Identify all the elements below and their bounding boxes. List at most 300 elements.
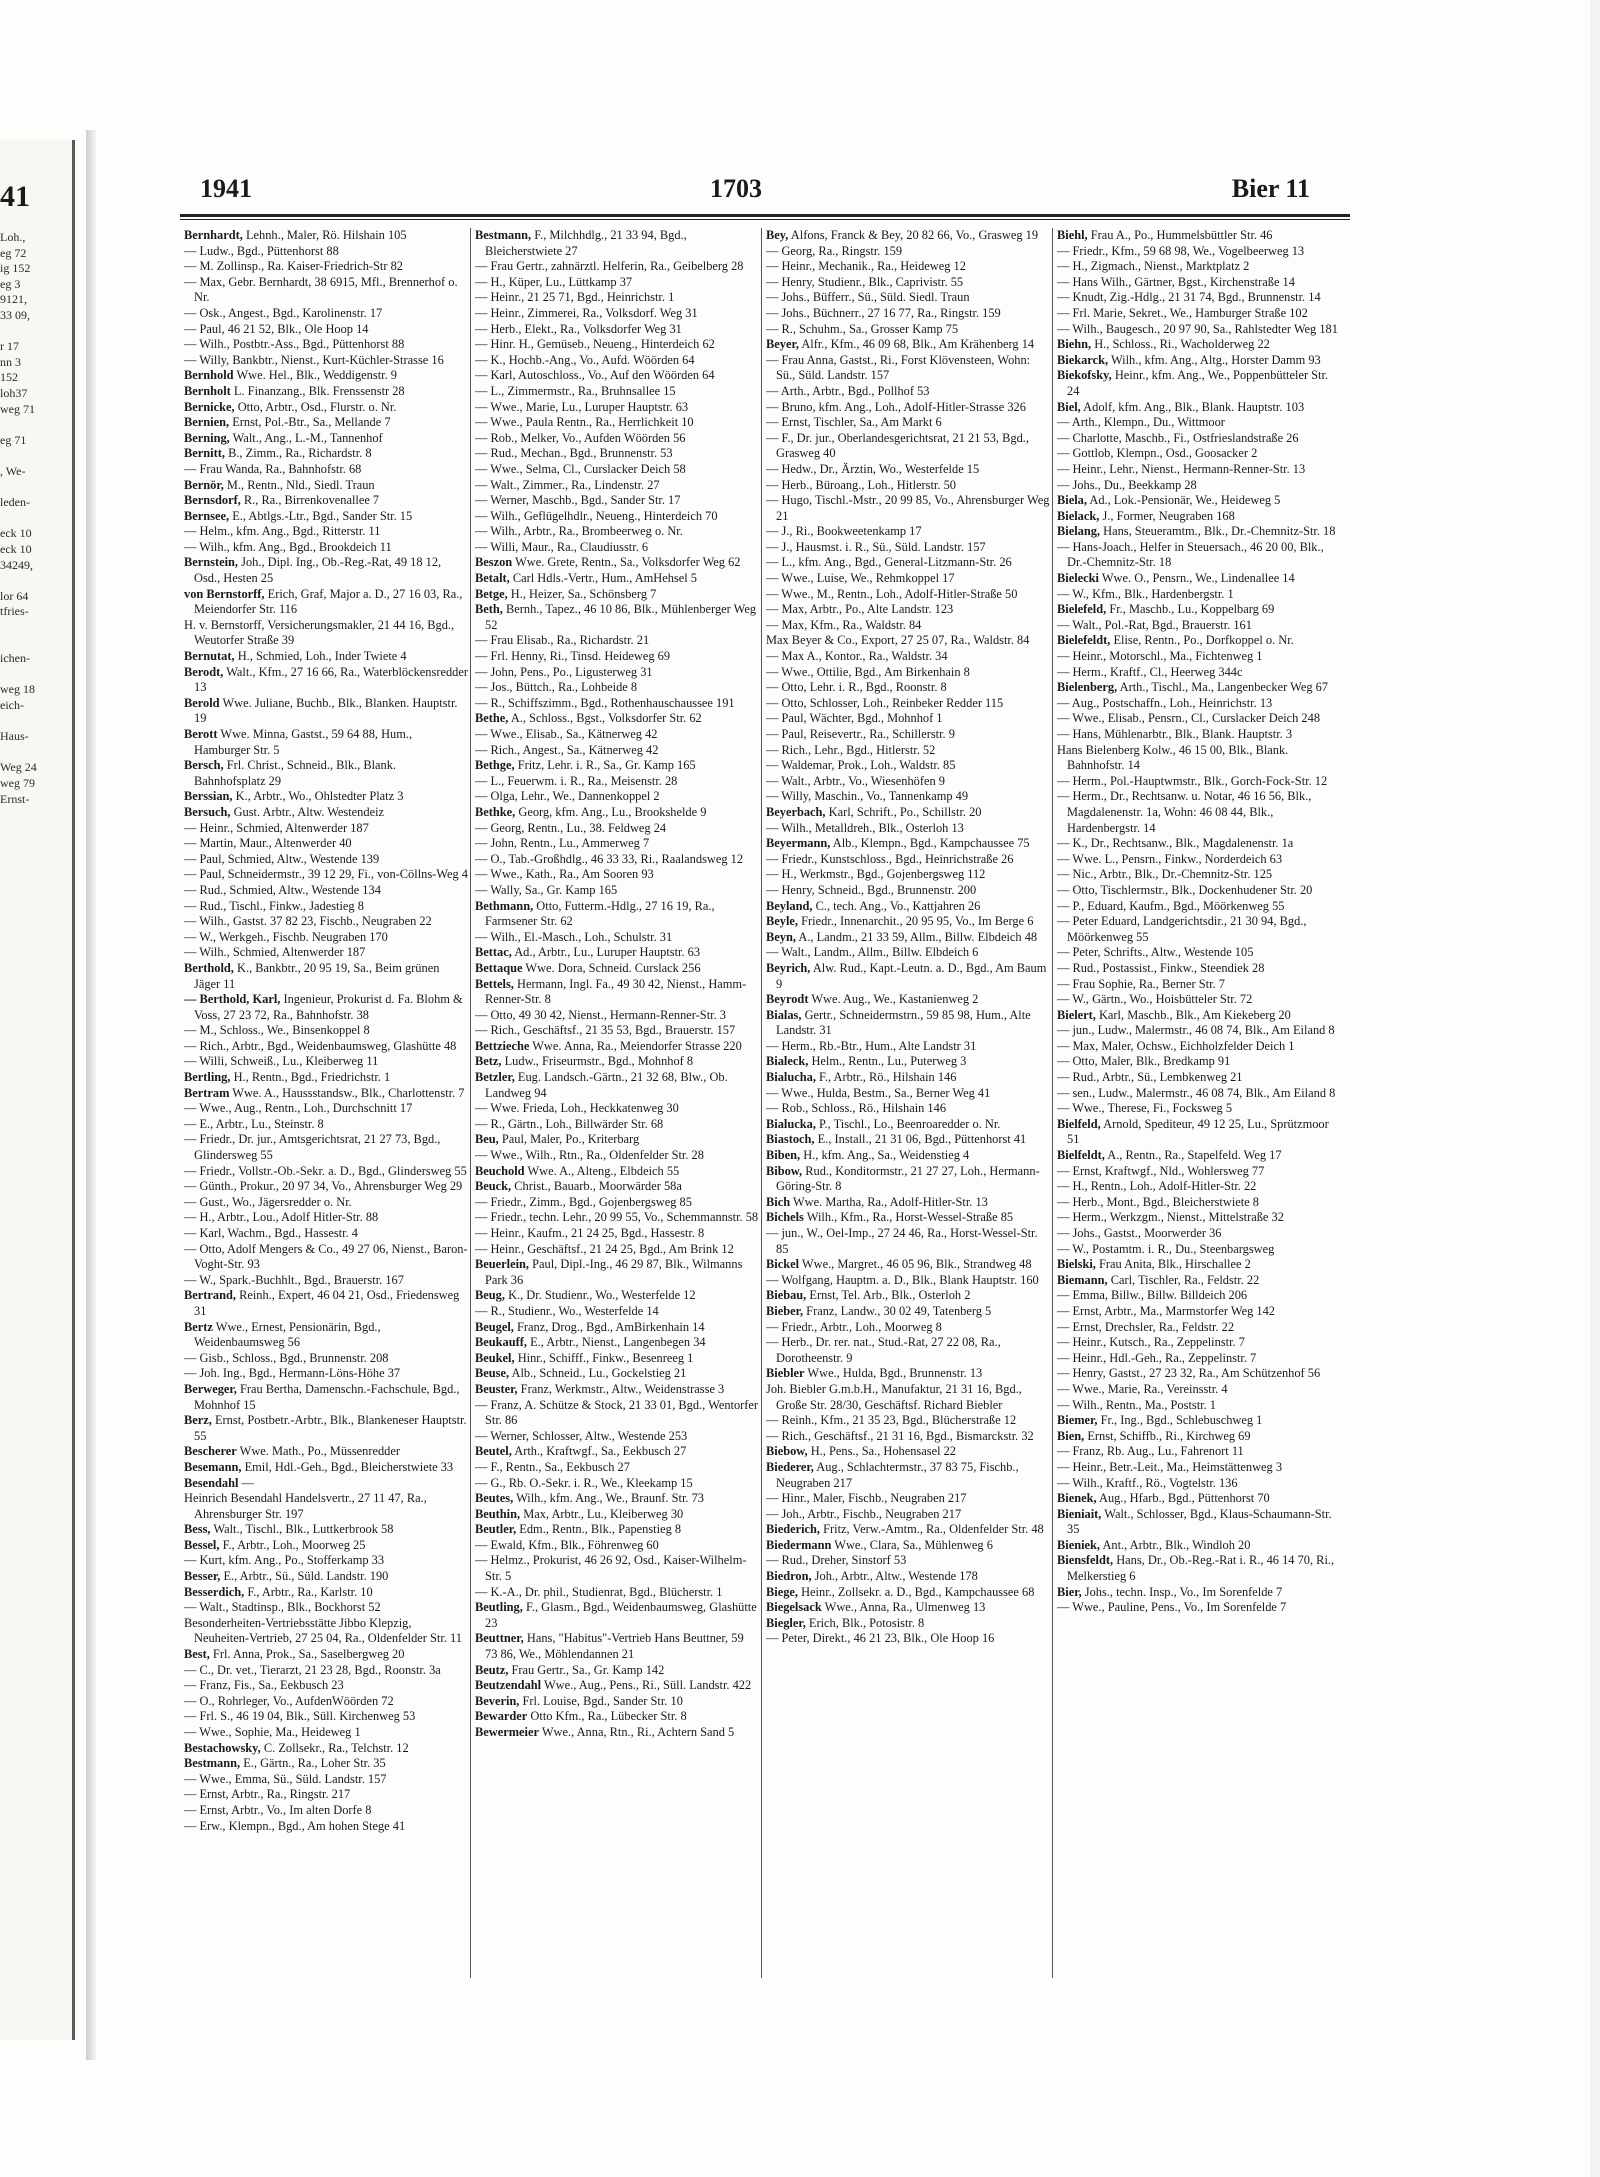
entry-surname: Beyer, (766, 337, 799, 352)
entry-details: Arth., Kraftwgf., Sa., Eekbusch 27 (514, 1444, 687, 1459)
entry-details: — Ernst, Arbtr., Ma., Marmstorfer Weg 142 (1057, 1303, 1275, 1318)
directory-entry (766, 930, 1050, 946)
directory-entry (1057, 1320, 1341, 1336)
directory-entry (475, 649, 759, 665)
directory-entry (184, 1351, 468, 1367)
entry-details: — Ernst, Arbtr., Vo., Im alten Dorfe 8 (184, 1802, 372, 1817)
entry-surname: Bielenberg, (1057, 680, 1118, 695)
entry-surname: Beyle, (766, 914, 798, 929)
entry-details: — Ernst, Kraftwgf., Nld., Wohlersweg 77 (1057, 1163, 1265, 1178)
entry-surname: Beutzendahl (475, 1678, 542, 1693)
directory-entry (475, 368, 759, 384)
page-edge (1590, 0, 1600, 2177)
entry-details: Wwe. Grete, Rentn., Sa., Volksdorfer Weg 62 (515, 555, 741, 570)
directory-entry (766, 555, 1050, 571)
directory-entry (475, 1631, 759, 1662)
entry-details: — Helm., kfm. Ang., Bgd., Ritterstr. 11 (184, 524, 381, 539)
directory-entry (184, 1101, 468, 1117)
entry-surname: — Berthold, Karl, (184, 992, 281, 1007)
directory-entry (1057, 462, 1341, 478)
directory-entry (184, 1382, 468, 1413)
directory-entry (1057, 259, 1341, 275)
directory-entry (1057, 275, 1341, 291)
entry-details: J., Former, Neugraben 168 (1102, 508, 1235, 523)
directory-entry (184, 930, 468, 946)
entry-details: Frl. Louise, Bgd., Sander Str. 10 (522, 1693, 683, 1708)
entry-details: — Gisb., Schloss., Bgd., Brunnenstr. 208 (184, 1350, 389, 1365)
directory-entry (766, 680, 1050, 696)
directory-entry (184, 1179, 468, 1195)
entry-details: — Herm., Kraftf., Cl., Heerweg 344c (1057, 664, 1243, 679)
entry-details: Wwe., Anna, Rtn., Ri., Achtern Sand 5 (541, 1725, 735, 1739)
directory-entry (1057, 400, 1341, 416)
directory-entry (766, 353, 1050, 384)
left-page-fragment-line: lor 64 (0, 588, 29, 603)
entry-details: Hans, Dr., Ob.-Reg.-Rat i. R., 46 14 70, Ri., Melkerstieg 6 (1067, 1553, 1335, 1584)
directory-entry (184, 337, 468, 353)
entry-details: F., Milchhdlg., 21 33 94, Bgd., Bleicherstwiete 27 (485, 228, 687, 258)
entry-details: — P., Eduard, Kaufm., Bgd., Möörkenweg 55 (1057, 898, 1285, 913)
entry-details: — Wilh., kfm. Ang., Bgd., Brookdeich 11 (184, 539, 392, 554)
directory-entry (1057, 727, 1341, 743)
entry-surname: Bestmann, (184, 1756, 241, 1771)
entry-surname: Biel, (1057, 399, 1081, 414)
directory-entry (766, 540, 1050, 556)
entry-details: — O., Rohrleger, Vo., AufdenWöörden 72 (184, 1693, 394, 1708)
directory-entry (766, 774, 1050, 790)
entry-details: — Wolfgang, Hauptm. a. D., Blk., Blank Hauptstr. 160 (766, 1272, 1039, 1287)
directory-entry (475, 493, 759, 509)
entry-surname: Beutz, (475, 1662, 509, 1677)
directory-entry (1057, 1164, 1341, 1180)
entry-details: E., Arbtr., Sü., Süld. Landstr. 190 (223, 1569, 389, 1584)
entry-surname: Beutel, (475, 1444, 512, 1459)
entry-details: Frau Anita, Blk., Hirschallee 2 (1099, 1257, 1251, 1272)
entry-details: — Emma, Billw., Billw. Billdeich 206 (1057, 1288, 1248, 1303)
directory-entry (766, 1585, 1050, 1601)
directory-entry (184, 368, 468, 384)
entry-surname: Beugel, (475, 1319, 514, 1334)
entry-details: — Otto, Schlosser, Loh., Reinbeker Redder 115 (766, 695, 1004, 710)
entry-surname: Bettac, (475, 945, 512, 960)
entry-details: — Ludw., Bgd., Püttenhorst 88 (184, 243, 339, 258)
entry-surname: Biekofsky, (1057, 368, 1112, 383)
entry-details: Ad., Arbtr., Lu., Luruper Hauptstr. 63 (514, 945, 701, 960)
entry-details: — Hugo, Tischl.-Mstr., 20 99 85, Vo., Ahrensburger Weg 21 (766, 493, 1050, 523)
entry-details: — Olga, Lehr., We., Dannenkoppel 2 (475, 789, 660, 804)
entry-details: — Wwe., Paula Rentn., Ra., Herrlichkeit 10 (475, 415, 694, 430)
entry-surname: Beukauff, (475, 1335, 527, 1350)
directory-entry (475, 1476, 759, 1492)
entry-details: Emil, Hdl.-Geh., Bgd., Bleicherstwiete 33 (244, 1459, 454, 1474)
entry-details: Hermann, Ingl. Fa., 49 30 42, Nienst., Hamm-Renner-Str. 8 (485, 976, 747, 1007)
directory-entry (184, 1803, 468, 1819)
entry-details: — E., Arbtr., Lu., Steinstr. 8 (184, 1116, 324, 1131)
entry-surname: Besemann, (184, 1459, 242, 1474)
entry-details: — Wwe., Therese, Fi., Focksweg 5 (1057, 1101, 1233, 1116)
header-year: 1941 (200, 174, 252, 203)
column-divider (761, 228, 762, 1978)
entry-details: — Wwe., Luise, We., Rehmkoppel 17 (766, 571, 955, 586)
entry-surname: Beverin, (475, 1693, 520, 1708)
directory-entry (475, 384, 759, 400)
directory-entry (184, 275, 468, 306)
directory-entry (475, 1366, 759, 1382)
directory-entry (766, 1553, 1050, 1569)
entry-details: — Wilh., Schmied, Altenwerder 187 (184, 945, 366, 960)
directory-entry (184, 945, 468, 961)
entry-details: — Willi, Schweiß., Lu., Kleiberweg 11 (184, 1054, 379, 1069)
entry-details: — Rud., Mechan., Bgd., Brunnenstr. 53 (475, 446, 673, 461)
entry-details: — Bruno, kfm. Ang., Loh., Adolf-Hitler-Strasse 326 (766, 399, 1026, 414)
directory-entry (766, 1631, 1050, 1647)
entry-details: — H., Arbtr., Lou., Adolf Hitler-Str. 88 (184, 1210, 379, 1225)
directory-entry (184, 1600, 468, 1616)
directory-entry (184, 1522, 468, 1538)
entry-details: Erich, Blk., Potosistr. 8 (808, 1615, 925, 1630)
entry-surname: Betzler, (475, 1070, 515, 1085)
left-page-fragment-line: nn 3 (0, 354, 21, 369)
entry-surname: Beuthin, (475, 1506, 521, 1521)
entry-details: — Wwe., Kath., Ra., Am Sooren 93 (475, 867, 654, 882)
directory-entry (766, 587, 1050, 603)
entry-details: — Hans Wilh., Gärtner, Bgst., Kirchenstraße 14 (1057, 274, 1295, 289)
directory-entry (475, 462, 759, 478)
directory-entry (475, 1101, 759, 1117)
left-page-fragment-line: eck 10 (0, 542, 32, 556)
entry-details: E., Gärtn., Ra., Loher Str. 35 (243, 1756, 386, 1771)
entry-surname: Bickel (766, 1257, 800, 1272)
directory-entry (184, 665, 468, 696)
directory-entry (766, 228, 1050, 244)
entry-details: — Paul, Reisevertr., Ra., Schillerstr. 9 (766, 727, 955, 741)
directory-entry (475, 805, 759, 821)
directory-entry (1057, 1070, 1341, 1086)
entry-details: Hinr., Schifff., Finkw., Besenreeg 1 (517, 1350, 694, 1365)
entry-details: — Wwe., Sophie, Ma., Heideweg 1 (184, 1725, 361, 1739)
directory-entry (184, 1288, 468, 1319)
entry-details: — Ernst, Drechsler, Ra., Feldstr. 22 (1057, 1319, 1235, 1334)
directory-entry (475, 774, 759, 790)
left-page-fragment-line: weg 18 (0, 682, 35, 697)
entry-surname: Berodt, (184, 664, 224, 679)
directory-entry (1057, 1023, 1341, 1039)
directory-entry (766, 259, 1050, 275)
entry-surname: Beutling, (475, 1600, 523, 1615)
entry-details: — Rob., Schloss., Rö., Hilshain 146 (766, 1101, 947, 1116)
entry-details: — H., Werkmstr., Bgd., Gojenbergsweg 112 (766, 867, 986, 882)
entry-details: — Rich., Lehr., Bgd., Hitlerstr. 52 (766, 742, 936, 757)
entry-surname: Beug, (475, 1288, 505, 1303)
entry-details: — Hinr., Maler, Fischb., Neugraben 217 (766, 1491, 967, 1506)
directory-entry (766, 602, 1050, 618)
entry-details: — Wilh., Postbtr.-Ass., Bgd., Püttenhorst 88 (184, 337, 405, 352)
directory-entry (1057, 836, 1341, 852)
directory-entry (184, 462, 468, 478)
directory-entry (1057, 446, 1341, 462)
directory-entry (475, 836, 759, 852)
directory-entry (766, 696, 1050, 712)
entry-details: — Frau Elisab., Ra., Richardstr. 21 (475, 633, 650, 648)
left-page-fragment-line: eg 72 (0, 245, 27, 260)
entry-details: — Wwe., Marie, Lu., Luruper Hauptstr. 63 (475, 399, 689, 414)
entry-surname: Bialas, (766, 1007, 802, 1022)
directory-entry (766, 618, 1050, 634)
directory-entry (475, 259, 759, 275)
directory-entry (184, 867, 468, 883)
left-page-fragment-line: 152 (0, 370, 18, 385)
left-page-fragment-line: leden- (0, 495, 30, 510)
entry-details: — J., Hausmst. i. R., Sü., Süld. Landstr. 157 (766, 539, 986, 554)
entry-details: — (241, 1475, 254, 1490)
directory-entry (766, 384, 1050, 400)
directory-entry (1057, 1039, 1341, 1055)
directory-entry (184, 789, 468, 805)
directory-entry (475, 789, 759, 805)
directory-entry (766, 1195, 1050, 1211)
directory-entry (184, 1117, 468, 1133)
left-page-fragment-line: ig 152 (0, 261, 31, 276)
directory-entry (1057, 1585, 1341, 1601)
entry-details: Gertr., Schneidermstrn., 59 85 98, Hum., Alte Landstr. 31 (776, 1007, 1031, 1038)
entry-details: Besonderheiten-Vertriebsstätte Jibbo Klepzig, Neuheiten-Vertrieb, 27 25 04, Ra., Oldenfelder Str. 11 (184, 1615, 462, 1646)
entry-details: Karl, Schrift., Po., Schillstr. 20 (828, 804, 982, 819)
entry-details: — Henry, Gastst., 27 23 32, Ra., Am Schützenhof 56 (1057, 1366, 1321, 1381)
directory-entry (184, 852, 468, 868)
entry-details: Franz, Landw., 30 02 49, Tatenberg 5 (806, 1303, 992, 1318)
directory-entry (475, 1210, 759, 1226)
entry-details: — L., Zimmermstr., Ra., Bruhnsallee 15 (475, 383, 676, 398)
directory-entry (1057, 1148, 1341, 1164)
entry-surname: Beyland, (766, 898, 813, 913)
directory-entry (184, 1054, 468, 1070)
header-rule-thin (180, 219, 1350, 220)
entry-details: — Friedr., techn. Lehr., 20 99 55, Vo., Schemmannstr. 58 (475, 1210, 759, 1225)
entry-details: H., Rentn., Bgd., Friedrichstr. 1 (233, 1070, 391, 1085)
directory-entry (184, 1023, 468, 1039)
entry-details: — Wwe., Aug., Rentn., Loh., Durchschnitt 17 (184, 1101, 413, 1116)
entry-details: Wwe. Juliane, Buchb., Blk., Blanken. Hauptstr. 19 (194, 695, 458, 726)
directory-entry (766, 743, 1050, 759)
entry-details: Wwe. Minna, Gastst., 59 64 88, Hum., Hamburger Str. 5 (194, 727, 413, 757)
entry-details: — Günth., Prokur., 20 97 34, Vo., Ahrensburger Weg 29 (184, 1179, 463, 1194)
directory-entry (766, 1538, 1050, 1554)
directory-entry (766, 524, 1050, 540)
entry-details: F., Arbtr., Loh., Moorweg 25 (222, 1537, 366, 1552)
directory-entry (475, 711, 759, 727)
entry-surname: Beyerbach, (766, 804, 826, 819)
entry-details: Walt., Ang., L.-M., Tannenhof (232, 430, 383, 445)
entry-details: F., Arbtr., Ra., Karlstr. 10 (247, 1584, 373, 1599)
entry-surname: Bier, (1057, 1584, 1082, 1599)
directory-entry (766, 1101, 1050, 1117)
entry-details: — Max A., Kontor., Ra., Waldstr. 34 (766, 649, 948, 664)
entry-details: — Friedr., Kunstschloss., Bgd., Heinrichstraße 26 (766, 851, 1014, 866)
directory-entry (475, 1164, 759, 1180)
entry-details: — W., Werkgeh., Fischb. Neugraben 170 (184, 929, 388, 944)
directory-entry (475, 1585, 759, 1601)
entry-details: — Heinr., 21 25 71, Bgd., Heinrichstr. 1 (475, 290, 675, 305)
directory-entry (475, 883, 759, 899)
directory-entry (1057, 540, 1341, 571)
entry-details: — Otto, Lehr. i. R., Bgd., Roonstr. 8 (766, 680, 947, 695)
entry-details: — Herb., Elekt., Ra., Volksdorfer Weg 31 (475, 321, 682, 336)
directory-entry (766, 1070, 1050, 1086)
entry-details: K., Bankbtr., 20 95 19, Sa., Beim grünen Jäger 11 (194, 960, 440, 991)
entry-details: Max Beyer & Co., Export, 27 25 07, Ra., Waldstr. 84 (766, 633, 1030, 648)
directory-entry (1057, 649, 1341, 665)
directory-entry (475, 587, 759, 603)
entry-details: Wwe., Ernest, Pensionärin, Bgd., Weidenbaumsweg 56 (194, 1319, 381, 1350)
directory-entry (475, 1663, 759, 1679)
directory-entry (184, 1741, 468, 1757)
entry-details: — Max, Arbtr., Po., Alte Landstr. 123 (766, 602, 954, 617)
entry-surname: Biben, (766, 1148, 801, 1163)
directory-entry (184, 1725, 468, 1741)
entry-details: Bernh., Tapez., 46 10 86, Blk., Mühlenberger Weg 52 (485, 602, 757, 632)
left-page-fragment-line: Weg 24 (0, 760, 37, 775)
entry-surname: Beth, (475, 602, 503, 617)
entry-details: — Herb., Mont., Bgd., Bleicherstwiete 8 (1057, 1194, 1260, 1209)
directory-entry (1057, 1008, 1341, 1024)
entry-details: Hans Bielenberg Kolw., 46 15 00, Blk., Blank. Bahnhofstr. 14 (1057, 742, 1289, 773)
directory-entry (766, 1507, 1050, 1523)
entry-details: — W., Postamtm. i. R., Du., Steenbargsweg (1057, 1241, 1275, 1256)
entry-details: — R., Schiffszimm., Bgd., Rothenhauschaussee 191 (475, 695, 735, 710)
entry-details: — Wally, Sa., Gr. Kamp 165 (475, 882, 618, 897)
left-page-fragment-line: eck 10 (0, 526, 32, 541)
directory-entry (184, 1242, 468, 1273)
entry-surname: Bertram (184, 1085, 230, 1100)
directory-entry (475, 415, 759, 431)
entry-details: — Heinr., Lehr., Nienst., Hermann-Renner-Str. 13 (1057, 461, 1306, 476)
entry-details: H., Heizer, Sa., Schönsberg 7 (510, 586, 657, 601)
directory-entry (766, 322, 1050, 338)
entry-details: — Hedw., Dr., Ärztin, Wo., Westerfelde 15 (766, 461, 980, 476)
entry-surname: Bettels, (475, 976, 514, 991)
entry-details: — sen., Ludw., Malermstr., 46 08 74, Blk., Am Eiland 8 (1057, 1085, 1336, 1100)
directory-entry (184, 961, 468, 992)
directory-entry (475, 1257, 759, 1288)
directory-entry (475, 1382, 759, 1398)
entry-details: — Frl. Marie, Sekret., We., Hamburger Straße 102 (1057, 305, 1308, 320)
directory-entry (475, 1179, 759, 1195)
directory-entry (475, 1320, 759, 1336)
directory-entry (475, 1491, 759, 1507)
directory-entry (475, 1132, 759, 1148)
entry-details: Ludw., Friseurmstr., Bgd., Mohnhof 8 (504, 1054, 694, 1069)
directory-entry (184, 1647, 468, 1663)
entry-details: Wwe., Hulda, Bgd., Brunnenstr. 13 (807, 1366, 983, 1381)
entry-details: Ad., Lok.-Pensionär, We., Heideweg 5 (1089, 493, 1281, 508)
entry-details: — Otto, Adolf Mengers & Co., 49 27 06, Nienst., Baron-Voght-Str. 93 (184, 1241, 468, 1272)
entry-surname: Besendahl (184, 1475, 239, 1490)
header-section: Bier 11 (1231, 174, 1310, 203)
directory-entry (766, 1164, 1050, 1195)
entry-surname: Bettaque (475, 960, 523, 975)
entry-details: — W., Kfm., Blk., Hardenbergstr. 1 (1057, 586, 1234, 601)
entry-details: — Heinr., Schmied, Altenwerder 187 (184, 820, 369, 835)
directory-entry (766, 1008, 1050, 1039)
directory-entry (1057, 337, 1341, 353)
entry-details: — Heinr., Motorschl., Ma., Fichtenweg 1 (1057, 649, 1263, 664)
entry-surname: Bielecki (1057, 571, 1099, 586)
entry-surname: Biege, (766, 1584, 798, 1599)
entry-details: Friedr., Innenarchit., 20 95 95, Vo., Im Berge 6 (801, 914, 1034, 929)
entry-details: — Max, Maler, Ochsw., Eichholzfelder Deich 1 (1057, 1038, 1295, 1053)
entry-details: — Rich., Geschäftsf., 21 31 16, Bgd., Bismarckstr. 32 (766, 1428, 1034, 1443)
entry-surname: Bielert, (1057, 1007, 1096, 1022)
directory-entry (184, 1616, 468, 1647)
header-rule (180, 214, 1350, 217)
entry-surname: Bernsdorf, (184, 493, 241, 508)
entry-details: — Wwe. Frieda, Loh., Heckkatenweg 30 (475, 1101, 679, 1116)
directory-entry (475, 1148, 759, 1164)
entry-details: Walt., Kfm., 27 16 66, Ra., Waterblöckensredder 13 (194, 664, 468, 695)
directory-entry (766, 400, 1050, 416)
entry-details: — Knudt, Zig.-Hdlg., 21 31 74, Bgd., Brunnenstr. 14 (1057, 290, 1321, 305)
entry-details: — Otto, Maler, Blk., Bredkamp 91 (1057, 1054, 1231, 1069)
entry-details: — Max, Gebr. Bernhardt, 38 6915, Mfl., Brennerhof o. Nr. (184, 274, 458, 305)
directory-entry (475, 758, 759, 774)
entry-surname: Besserdich, (184, 1584, 245, 1599)
directory-entry (475, 400, 759, 416)
entry-details: — Karl, Wachm., Bgd., Hassestr. 4 (184, 1226, 358, 1240)
entry-details: — Walt., Arbtr., Vo., Wiesenhöfen 9 (766, 773, 945, 788)
left-page-fragment-line: tfries- (0, 604, 29, 619)
directory-entry (475, 337, 759, 353)
entry-details: — Willy, Bankbtr., Nienst., Kurt-Küchler-Strasse 16 (184, 352, 444, 367)
entry-details: — Wilh., Metalldreh., Blk., Osterloh 13 (766, 820, 964, 835)
directory-entry (766, 1054, 1050, 1070)
directory-entry (1057, 353, 1341, 369)
entry-details: — Friedr., Arbtr., Loh., Moorweg 8 (766, 1319, 942, 1334)
entry-details: Frau Bertha, Damenschn.-Fachschule, Bgd., Mohnhof 15 (194, 1381, 460, 1412)
directory-entry (1057, 1351, 1341, 1367)
entry-details: — M., Schloss., We., Binsenkoppel 8 (184, 1023, 370, 1038)
entry-surname: Bialeck, (766, 1054, 809, 1069)
entry-details: — Joh. Ing., Bgd., Hermann-Löns-Höhe 37 (184, 1366, 401, 1381)
entry-details: — Wwe., Selma, Cl., Curslacker Deich 58 (475, 461, 686, 476)
entry-surname: Bersuch, (184, 804, 231, 819)
directory-entry (766, 478, 1050, 494)
directory-entry (1057, 1304, 1341, 1320)
directory-entry (475, 977, 759, 1008)
entry-details: K., Dr. Studienr., Wo., Westerfelde 12 (508, 1288, 696, 1303)
directory-entry (475, 1335, 759, 1351)
directory-entry (766, 431, 1050, 462)
entry-details: Alfr., Kfm., 46 09 68, Blk., Am Krähenberg 14 (801, 337, 1035, 352)
entry-details: — Martin, Maur., Altenwerder 40 (184, 836, 352, 851)
directory-entry (1057, 1226, 1341, 1242)
entry-surname: Bernutat, (184, 649, 235, 664)
entry-details: — J., Ri., Bookweetenkamp 17 (766, 524, 922, 539)
directory-entry (1057, 1600, 1341, 1616)
entry-details: — Wwe., Wilh., Rtn., Ra., Oldenfelder Str. 28 (475, 1148, 704, 1163)
entry-surname: Biederer, (766, 1459, 814, 1474)
entry-surname: Biegelsack (766, 1600, 822, 1615)
directory-entry (475, 1242, 759, 1258)
directory-entry (1057, 1242, 1341, 1258)
entry-surname: Biehn, (1057, 337, 1092, 352)
directory-entry (766, 1335, 1050, 1366)
entry-surname: Bernicke, (184, 399, 235, 414)
entry-details: Walt., Schlosser, Bgd., Klaus-Schaumann-Str. 35 (1067, 1506, 1332, 1537)
directory-entry (766, 462, 1050, 478)
entry-surname: Beyrodt (766, 992, 809, 1007)
directory-entry (1057, 1086, 1341, 1102)
entry-details: — Wwe., Ottilie, Bgd., Am Birkenhain 8 (766, 664, 970, 679)
